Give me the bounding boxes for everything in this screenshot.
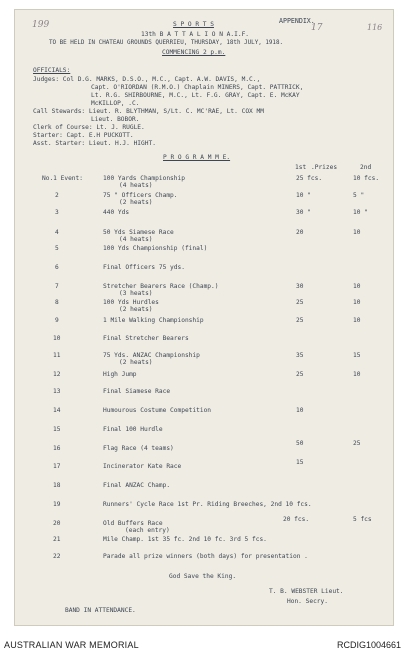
prize-header-second: 2nd [360,164,372,171]
event-name: 440 Yds [103,209,130,216]
event-name: Mile Champ. 1st 35 fc. 2nd 10 fc. 3rd 5 fcs. [103,536,267,543]
officials-line: Capt. O'RIORDAN (R.M.O.) Chaplain MINERS, Capt. PATTRICK, [91,84,304,91]
first-prize: 10 [296,407,304,414]
event-name: 1 Mile Walking Championship [103,317,204,324]
event-note: (3 heats) [119,290,153,297]
first-prize: 30 " [296,209,311,216]
event-number: 12 [53,371,61,378]
event-number: 11 [53,352,61,359]
officials-line: Clerk of Course: Lt. J. RUGLE. [33,124,145,131]
event-number: 6 [55,264,59,271]
band-note: BAND IN ATTENDANCE. [65,607,136,614]
event-number: 22 [53,553,61,560]
event-note: (4 heats) [119,182,153,189]
event-name: Final 100 Hurdle [103,426,163,433]
archive-id: RCDIG1004661 [336,640,401,650]
first-prize: 20 fcs. [283,516,310,523]
event-number: 14 [53,407,61,414]
event-name: Old Buffers Race [103,520,163,527]
event-name: Final Siamese Race [103,388,171,395]
event-number: No.1 Event: [42,175,83,182]
event-number: 3 [55,209,59,216]
officials-line: Asst. Starter: Lieut. H.J. HIGHT. [33,140,156,147]
event-number: 2 [55,192,59,199]
event-name: High Jump [103,371,137,378]
first-prize: 25 [296,317,304,324]
header-battalion: 13th B A T T A L I O N A.I.F. [141,31,250,38]
event-number: 9 [55,317,59,324]
prize-header-first: 1st [295,164,307,171]
event-name: 75 Yds. ANZAC Championship [103,352,200,359]
header-title: S P O R T S [173,21,214,28]
header-time: COMMENCING 2 p.m. [162,49,226,56]
event-number: 17 [53,463,61,470]
officials-heading: OFFICIALS: [33,67,71,74]
event-name: Runners' Cycle Race 1st Pr. Riding Breeches, 2nd 10 fcs. [103,501,312,508]
event-number: 10 [53,335,61,342]
event-note: (2 heats) [119,306,153,313]
event-name: Final Officers 75 yds. [103,264,185,271]
event-number: 20 [53,520,61,527]
first-prize: 10 " [296,192,311,199]
event-name: 75 " Officers Champ. [103,192,178,199]
signature-name: T. B. WEBSTER Lieut. [269,588,344,595]
second-prize: 15 [353,352,361,359]
officials-line: Starter: Capt. E.H PUCKOTT. [33,132,134,139]
closing-line: God Save the King. [169,573,237,580]
event-name: 100 Yds Championship (final) [103,245,208,252]
programme-title: P R O G R A M M E. [163,154,231,161]
second-prize: 10 [353,317,361,324]
event-name: Final ANZAC Champ. [103,482,171,489]
event-number: 21 [53,536,61,543]
event-note: (each entry) [125,527,170,534]
first-prize: 25 [296,299,304,306]
event-number: 13 [53,388,61,395]
event-note: (4 heats) [119,236,153,243]
event-name: Parade all prize winners (both days) for presentation . [103,553,308,560]
officials-line: Judges: Col D.G. MARKS, D.S.O., M.C., Capt. A.W. DAVIS, M.C., [33,76,261,83]
signature-role: Hon. Secry. [287,598,328,605]
second-prize: 10 " [353,209,368,216]
event-number: 8 [55,299,59,306]
event-number: 19 [53,501,61,508]
event-name: Flag Race (4 teams) [103,445,174,452]
second-prize: 5 " [353,192,365,199]
officials-line: McKILLOP, .C. [91,100,140,107]
officials-line: Lieut. BOBOR. [91,116,140,123]
second-prize: 10 [353,229,361,236]
second-prize: 10 [353,283,361,290]
event-number: 4 [55,229,59,236]
header-location: TO BE HELD IN CHATEAU GROUNDS QUERRIEU, THURSDAY, 18th JULY, 1918. [49,40,284,46]
event-note: (2 heats) [119,359,153,366]
event-number: 15 [53,426,61,433]
first-prize: 35 [296,352,304,359]
archive-credit: AUSTRALIAN WAR MEMORIAL [4,640,139,650]
first-prize: 15 [296,459,304,466]
prize-header-prizes: .Prizes [311,164,338,171]
second-prize: 10 fcs. [353,175,380,182]
handwritten-number-left: 199 [32,20,50,30]
event-name: 50 Yds Siamese Race [103,229,174,236]
document-page [14,9,394,626]
second-prize: 10 [353,299,361,306]
first-prize: 20 [296,229,304,236]
handwritten-number-mid: 17 [311,23,323,33]
second-prize: 10 [353,371,361,378]
event-number: 5 [55,245,59,252]
second-prize: 25 [353,440,361,447]
first-prize: 25 fcs. [296,175,323,182]
event-name: Incinerator Kate Race [103,463,182,470]
second-prize: 5 fcs [353,516,372,523]
event-number: 7 [55,283,59,290]
event-name: 100 Yards Championship [103,175,185,182]
event-name: 100 Yds Hurdles [103,299,159,306]
appendix-stamp: APPENDIX. [279,17,315,25]
first-prize: 25 [296,371,304,378]
handwritten-number-right: 116 [367,23,383,32]
officials-line: Call Stewards: Lieut. R. BLYTHMAN, S/Lt. C. MC'RAE, Lt. COX MM [33,108,264,115]
event-number: 18 [53,482,61,489]
first-prize: 30 [296,283,304,290]
event-name: Stretcher Bearers Race (Champ.) [103,283,219,290]
event-name: Humourous Costume Competition [103,407,212,414]
first-prize: 50 [296,440,304,447]
event-number: 16 [53,445,61,452]
officials-line: Lt. R.G. SHIRBOURNE, M.C., Lt. F.G. GRAY, Capt. E. McKAY [91,92,300,99]
event-note: (2 heats) [119,199,153,206]
event-name: Final Stretcher Bearers [103,335,189,342]
